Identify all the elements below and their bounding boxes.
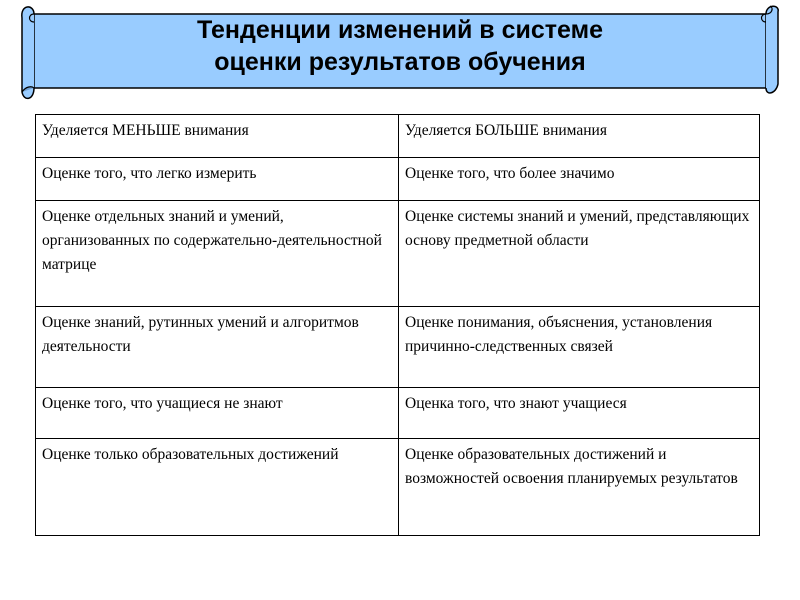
banner-title-line-2: оценки результатов обучения [214, 48, 586, 76]
table-cell-less: Оценке того, что легко измерить [36, 158, 399, 201]
table-cell-less: Оценке только образовательных достижений [36, 439, 399, 536]
table-cell-less: Оценке того, что учащиеся не знают [36, 388, 399, 439]
banner-title-line-1: Тенденции изменений в системе [196, 16, 604, 44]
table-row [36, 388, 760, 439]
table-header-row [36, 115, 760, 158]
table-cell-more: Оценке того, что более значимо [399, 158, 760, 201]
table-row [36, 201, 760, 307]
table-cell-less: Оценке знаний, рутинных умений и алгоритмов деятельности [36, 307, 399, 388]
scroll-banner [20, 0, 780, 104]
header-more-attention: Уделяется БОЛЬШЕ внимания [399, 115, 760, 158]
table-cell-more: Оценке системы знаний и умений, представляющих основу предметной области [399, 201, 760, 307]
comparison-table [35, 114, 760, 536]
banner-title [40, 14, 760, 78]
table-row [36, 158, 760, 201]
table-cell-more: Оценке образовательных достижений и возможностей освоения планируемых результатов [399, 439, 760, 536]
table-row [36, 307, 760, 388]
header-less-attention: Уделяется МЕНЬШЕ внимания [36, 115, 399, 158]
table-cell-more: Оценка того, что знают учащиеся [399, 388, 760, 439]
table-cell-more: Оценке понимания, объяснения, установления причинно-следственных связей [399, 307, 760, 388]
table-cell-less: Оценке отдельных знаний и умений, организованных по содержательно-деятельностной матрице [36, 201, 399, 307]
table-row [36, 439, 760, 536]
